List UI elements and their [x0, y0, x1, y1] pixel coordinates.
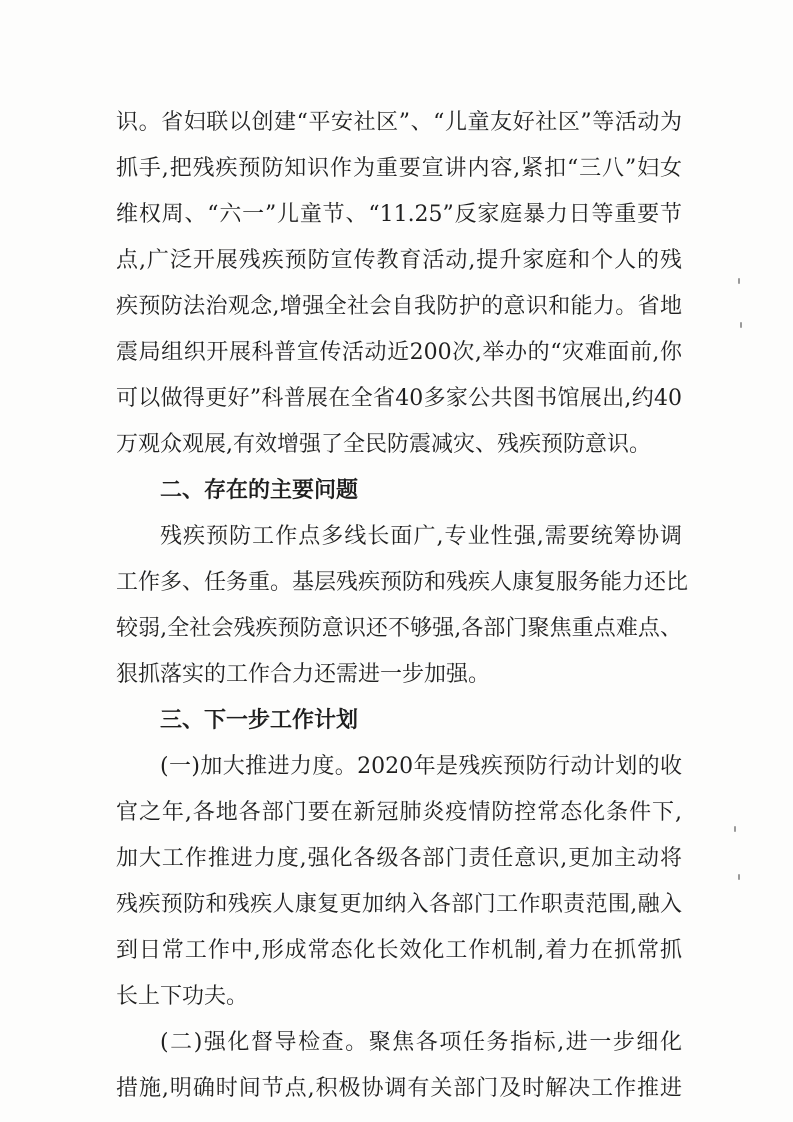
paragraph-line: 识。省妇联以创建“平安社区”、“儿童友好社区”等活动为 [116, 110, 682, 135]
scan-mark [734, 826, 736, 832]
paragraph-line: 工作多、任务重。基层残疾预防和残疾人康复服务能力还比 [116, 570, 689, 595]
paragraph-line: 加大工作推进力度,强化各级各部门责任意识,更加主动将 [116, 846, 682, 871]
paragraph-line: (二)强化督导检查。聚焦各项任务指标,进一步细化 [160, 1030, 682, 1055]
scan-mark [738, 874, 740, 880]
paragraph-line: 措施,明确时间节点,积极协调有关部门及时解决工作推进 [116, 1076, 682, 1101]
paragraph-line: 残疾预防工作点多线长面广,专业性强,需要统筹协调 [160, 524, 682, 549]
section-heading: 二、存在的主要问题 [160, 478, 359, 503]
paragraph-line: 抓手,把残疾预防知识作为重要宣讲内容,紧扣“三八”妇女 [116, 156, 682, 181]
paragraph-line: 维权周、“六一”儿童节、“11.25”反家庭暴力日等重要节 [116, 202, 682, 227]
paragraph-line: 到日常工作中,形成常态化长效化工作机制,着力在抓常抓 [116, 938, 682, 963]
section-heading: 三、下一步工作计划 [160, 708, 359, 733]
paragraph-line: 官之年,各地各部门要在新冠肺炎疫情防控常态化条件下, [116, 800, 682, 825]
paragraph-line: 狠抓落实的工作合力还需进一步加强。 [116, 662, 491, 687]
paragraph-line: 疾预防法治观念,增强全社会自我防护的意识和能力。省地 [116, 294, 682, 319]
document-body [116, 100, 689, 1112]
paragraph-line: 长上下功夫。 [116, 984, 249, 1009]
paragraph-line: 可以做得更好”科普展在全省40多家公共图书馆展出,约40 [116, 386, 682, 411]
paragraph-line: 残疾预防和残疾人康复更加纳入各部门工作职责范围,融入 [116, 892, 682, 917]
paragraph-line: (一)加大推进力度。2020年是残疾预防行动计划的收 [160, 754, 682, 779]
paragraph-line: 点,广泛开展残疾预防宣传教育活动,提升家庭和个人的残 [116, 248, 682, 273]
paragraph-line: 较弱,全社会残疾预防意识还不够强,各部门聚焦重点难点、 [116, 616, 682, 641]
paragraph-line: 万观众观展,有效增强了全民防震减灾、残疾预防意识。 [116, 432, 651, 457]
scan-mark [738, 278, 740, 284]
scan-mark [740, 322, 742, 328]
paragraph-line: 震局组织开展科普宣传活动近200次,举办的“灾难面前,你 [116, 340, 682, 365]
